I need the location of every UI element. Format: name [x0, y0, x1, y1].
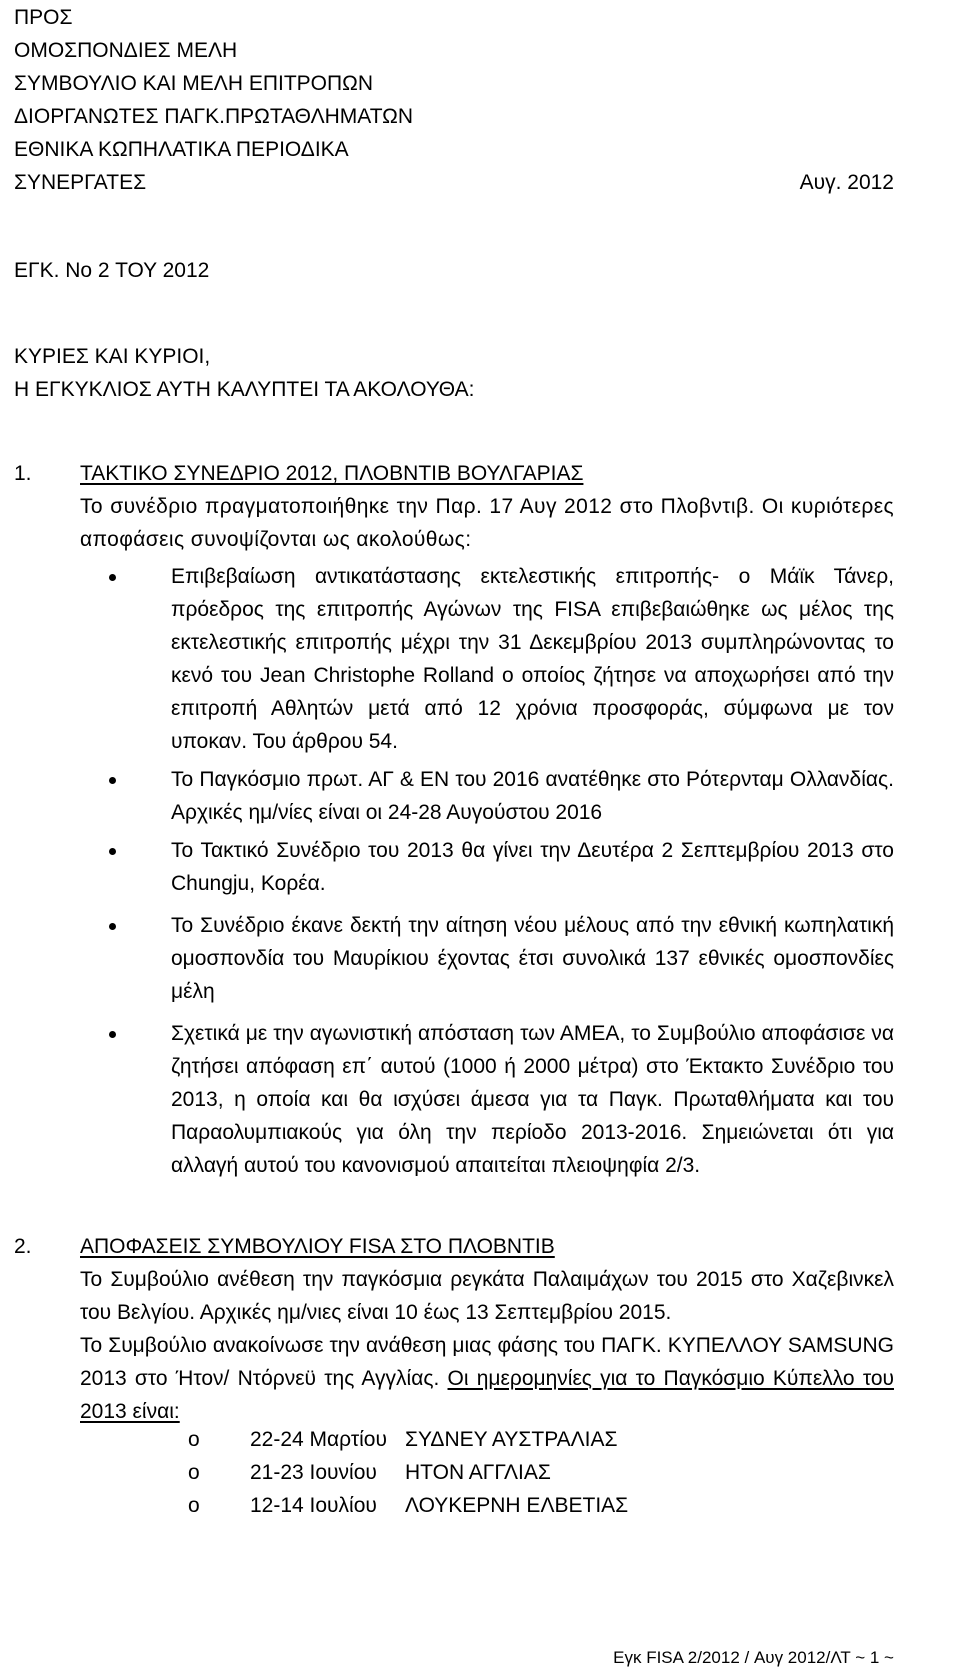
section-2-heading [14, 1230, 894, 1263]
list-item [109, 834, 894, 900]
section-1-heading [14, 457, 894, 490]
salutation-line: ΚΥΡΙΕΣ ΚΑΙ ΚΥΡΙΟΙ, [14, 345, 211, 368]
circle-bullet-icon: o [188, 1494, 200, 1517]
section-2-paragraph: Το Συμβούλιο ανέθεση την παγκόσμια ρεγκάτα Παλαιμάχων του 2015 στο Χαζεβινκελ του Βελγίου. Αρχικές ημ/νιες είναι 10 έως 13 Σεπτεμβρίου 2015. [80, 1268, 894, 1324]
bullet-icon [109, 777, 116, 784]
salutation [14, 340, 475, 406]
circle-bullet-icon: o [188, 1428, 200, 1451]
list-item [188, 1423, 628, 1456]
event-place: ΗΤΟΝ ΑΓΓΛΙΑΣ [405, 1461, 551, 1484]
circle-bullet-icon: o [188, 1461, 200, 1484]
world-cup-list [188, 1423, 628, 1522]
section-1 [14, 457, 894, 556]
circular-number: ΕΓΚ. Νο 2 ΤΟΥ 2012 [14, 259, 210, 282]
event-dates: 12-14 Ιουλίου [250, 1494, 377, 1517]
section-number: 2. [14, 1235, 32, 1258]
bullet-icon [109, 574, 116, 581]
addressee-line: ΟΜΟΣΠΟΝΔΙΕΣ ΜΕΛΗ [14, 39, 238, 62]
addressee-block [14, 1, 894, 199]
list-item-text: Το Συνέδριο έκανε δεκτή την αίτηση νέου μέλους από την εθνική κωπηλατική ομοσπονδία του Μαυρίκιου έχοντας έτσι συνολικά 137 εθνικές ομοσπονδίες μέλη [171, 914, 894, 1003]
event-dates: 22-24 Μαρτίου [250, 1428, 387, 1451]
section-title: ΑΠΟΦΑΣΕΙΣ ΣΥΜΒΟΥΛΙΟΥ FISA ΣΤΟ ΠΛΟΒΝΤΙΒ [80, 1235, 555, 1258]
list-item [109, 909, 894, 1008]
salutation-line: Η ΕΓΚΥΚΛΙΟΣ ΑΥΤΗ ΚΑΛΥΠΤΕΙ ΤΑ ΑΚΟΛΟΥΘΑ: [14, 378, 475, 401]
list-item-text: Σχετικά με την αγωνιστική απόσταση των ΑΜΕΑ, το Συμβούλιο αποφάσισε να ζητήσει απόφαση επ΄ αυτού (1000 ή 2000 μέτρα) στο Έκτακτο Συνέδριο του 2013, η οποία και θα ισχύσει άμεσα για τα Παγκ. Πρωταθλήματα και του Παραολυμπιακούς για όλη την περίοδο 2013-2016. Σημειώνεται ότι για αλλαγή αυτού του κανονισμού απαιτείται πλειοψηφία 2/3. [171, 1022, 894, 1177]
addressee-date-row [14, 166, 894, 199]
emphasis-text: Οι ημερομηνίες για το Παγκόσμιο Κύπελλο του 2013 είναι: [80, 1367, 894, 1423]
paragraph-text: Το Συμβούλιο ανακοίνωσε την ανάθεση μιας φάσης του ΠΑΓΚ. ΚΥΠΕΛΛΟΥ SAMSUNG 2013 στο Ήτον/ Ντόρνεϋ της Αγγλίας. [80, 1334, 894, 1390]
event-place: ΛΟΥΚΕΡΝΗ ΕΛΒΕΤΙΑΣ [405, 1494, 629, 1517]
list-item [188, 1489, 628, 1522]
section-number: 1. [14, 462, 32, 485]
addressee-line: ΕΘΝΙΚΑ ΚΩΠΗΛΑΤΙΚΑ ΠΕΡΙΟΔΙΚΑ [14, 138, 349, 161]
list-item-text: Επιβεβαίωση αντικατάστασης εκτελεστικής επιτροπής- ο Μάϊκ Τάνερ, πρόεδρος της επιτροπής Αγώνων της FISA επιβεβαιώθηκε ως μέλος της εκτελεστικής επιτροπής μέχρι την 31 Δεκεμβρίου 2013 συμπληρώνοντας το κενό του Jean Christophe Rolland ο οποίος ζήτησε να αποχωρήσει από την επιτροπή Αθλητών μετά από 12 χρόνια προσφοράς, σύμφωνα με τον υποκαν. Του άρθρου 54. [171, 565, 894, 753]
addressee-line: ΠΡΟΣ [14, 6, 73, 29]
list-item [109, 1017, 894, 1182]
section-1-intro: Το συνέδριο πραγματοποιήθηκε την Παρ. 17 Αυγ 2012 στο Πλοβντιβ. Οι κυριότερες αποφάσεις συνοψίζονται ως ακολούθως: [80, 495, 894, 551]
event-dates: 21-23 Ιουνίου [250, 1461, 377, 1484]
list-item-text: Το Παγκόσμιο πρωτ. ΑΓ & ΕΝ του 2016 ανατέθηκε στο Ρότερνταμ Ολλανδίας. Αρχικές ημ/νίες είναι οι 24-28 Αυγούστου 2016 [171, 768, 894, 824]
list-item [109, 560, 894, 758]
bullet-icon [109, 923, 116, 930]
section-2-paragraph [80, 1329, 894, 1428]
section-title: ΤΑΚΤΙΚΟ ΣΥΝΕΔΡΙΟ 2012, ΠΛΟΒΝΤΙΒ ΒΟΥΛΓΑΡΙΑΣ [80, 462, 584, 485]
list-item-text: Το Τακτικό Συνέδριο του 2013 θα γίνει την Δευτέρα 2 Σεπτεμβρίου 2013 στο Chungju, Κορέα. [171, 839, 894, 895]
bullet-icon [109, 1031, 116, 1038]
list-item [109, 763, 894, 829]
section-2 [14, 1230, 894, 1428]
addressee-line: ΣΥΝΕΡΓΑΤΕΣ [14, 171, 147, 194]
event-place: ΣΥΔΝΕΥ ΑΥΣΤΡΑΛΙΑΣ [405, 1428, 618, 1451]
addressee-line: ΔΙΟΡΓΑΝΩΤΕΣ ΠΑΓΚ.ΠΡΩΤΑΘΛΗΜΑΤΩΝ [14, 105, 414, 128]
decisions-list [109, 560, 894, 1182]
document-date: Αυγ. 2012 [799, 171, 894, 194]
page-footer: Εγκ FISA 2/2012 / Αυγ 2012/ΛΤ ~ 1 ~ [613, 1648, 894, 1667]
bullet-icon [109, 848, 116, 855]
list-item [188, 1456, 628, 1489]
addressee-line: ΣΥΜΒΟΥΛΙΟ ΚΑΙ ΜΕΛΗ ΕΠΙΤΡΟΠΩΝ [14, 72, 374, 95]
